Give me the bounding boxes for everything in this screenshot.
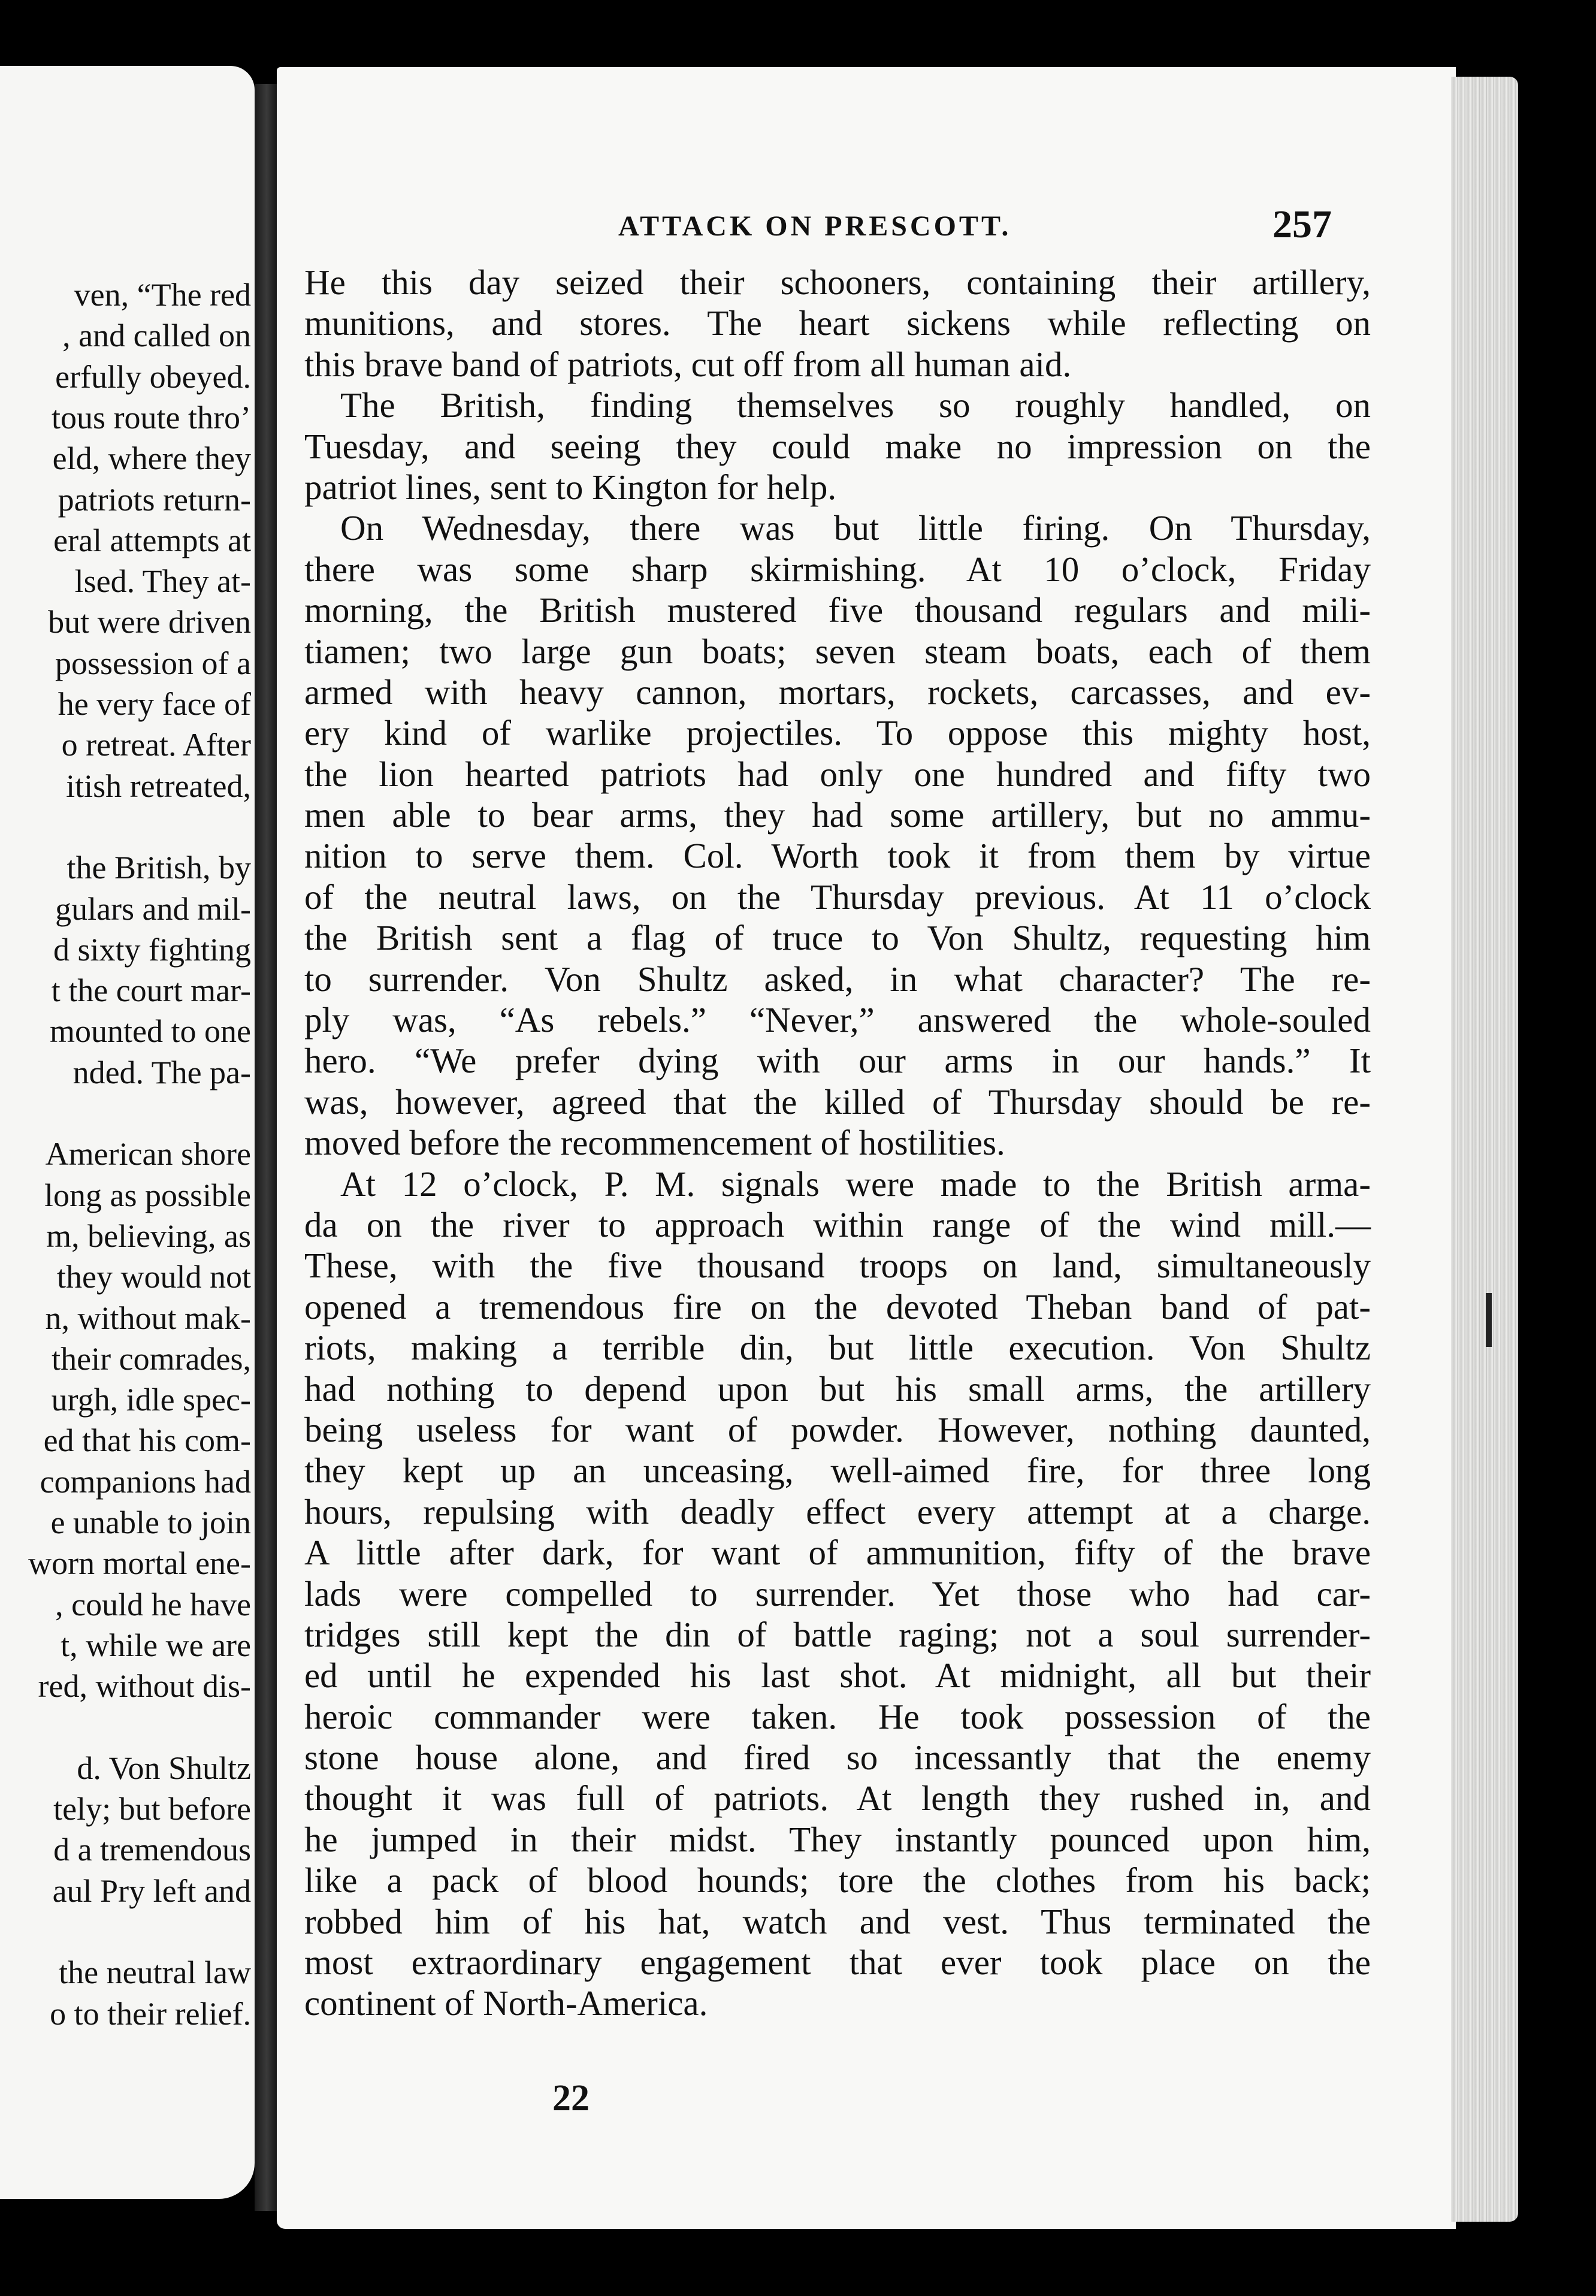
text-line: there was some sharp skirmishing. At 10 o’clock, Friday <box>304 549 1371 589</box>
left-page-line: d sixty fighting <box>53 931 251 968</box>
text-line: A little after dark, for want of ammunition, fifty of the brave <box>304 1533 1371 1573</box>
left-page-line: t, while we are <box>61 1627 251 1663</box>
left-page-line: itish retreated, <box>66 768 251 804</box>
left-page <box>0 66 255 2199</box>
text-line: of the neutral laws, on the Thursday previous. At 11 o’clock <box>304 877 1371 917</box>
page-edges <box>1451 77 1518 2222</box>
left-page-line: he very face of <box>58 686 251 722</box>
text-line: Tuesday, and seeing they could make no impression on the <box>304 426 1371 466</box>
text-line: continent of North-America. <box>304 1983 708 2023</box>
text-line: the lion hearted patriots had only one hundred and fifty two <box>304 754 1371 794</box>
left-page-line: m, believing, as <box>46 1218 251 1254</box>
text-line: men able to bear arms, they had some artillery, but no ammu- <box>304 795 1371 835</box>
text-line: da on the river to approach within range of the wind mill.— <box>304 1204 1371 1244</box>
left-page-line: , could he have <box>55 1586 251 1623</box>
left-page-line: ed that his com- <box>43 1422 251 1459</box>
text-line: hours, repulsing with deadly effect every attempt at a charge. <box>304 1491 1371 1531</box>
book-gutter <box>255 84 279 2211</box>
text-line: to surrender. Von Shultz asked, in what character? The re- <box>304 959 1371 999</box>
text-line: moved before the recommencement of hostilities. <box>304 1123 1005 1163</box>
text-line: the British sent a flag of truce to Von Shultz, requesting him <box>304 918 1371 958</box>
left-page-line: aul Pry left and <box>52 1872 251 1909</box>
left-page-line: but were driven <box>48 604 251 641</box>
left-page-line: companions had <box>40 1463 251 1500</box>
text-line: ply was, “As rebels.” “Never,” answered the whole-souled <box>304 1000 1371 1040</box>
left-page-line: n, without mak- <box>45 1300 251 1336</box>
text-line: armed with heavy cannon, mortars, rockets, carcasses, and ev- <box>304 672 1371 712</box>
left-page-line: their comrades, <box>52 1340 251 1377</box>
text-line: thought it was full of patriots. At length they rushed in, and <box>304 1778 1371 1818</box>
text-line: munitions, and stores. The heart sickens while reflecting on <box>304 303 1371 343</box>
text-line: nition to serve them. Col. Worth took it from them by virtue <box>304 836 1371 876</box>
text-line: being useless for want of powder. However, nothing daunted, <box>304 1409 1371 1449</box>
left-page-line: eld, where they <box>52 440 251 477</box>
text-line: like a pack of blood hounds; tore the clothes from his back; <box>304 1860 1371 1901</box>
left-page-line: erfully obeyed. <box>55 358 251 395</box>
text-line: He this day seized their schooners, containing their artillery, <box>304 262 1371 302</box>
left-page-line: eral attempts at <box>53 522 251 558</box>
left-page-line: , and called on <box>62 318 251 354</box>
text-line: stone house alone, and fired so incessantly that the enemy <box>304 1738 1371 1778</box>
text-line: opened a tremendous fire on the devoted Theban band of pat- <box>304 1286 1371 1327</box>
left-page-line: gulars and mil- <box>55 890 251 927</box>
left-page-line: e unable to join <box>50 1505 251 1540</box>
text-line: had nothing to depend upon but his small arms, the artillery <box>304 1368 1371 1409</box>
left-page-line: ven, “The red <box>74 277 251 313</box>
text-line: this brave band of patriots, cut off from all human aid. <box>304 344 1072 384</box>
signature-mark: 22 <box>552 2078 590 2119</box>
left-page-line: long as possible <box>44 1177 251 1213</box>
text-line: they kept up an unceasing, well-aimed fire, for three long <box>304 1451 1371 1491</box>
text-line: robbed him of his hat, watch and vest. Thus terminated the <box>304 1901 1371 1941</box>
text-line: On Wednesday, there was but little firing. On Thursday, <box>340 508 1371 548</box>
left-page-line: d a tremendous <box>53 1832 251 1868</box>
text-line: ery kind of warlike projectiles. To oppose this mighty host, <box>304 713 1371 753</box>
left-page-line: d. Von Shultz <box>77 1750 251 1786</box>
running-head: ATTACK ON PRESCOTT. <box>618 210 1012 242</box>
edge-mark <box>1486 1293 1492 1347</box>
left-page-line: tely; but before <box>53 1791 251 1827</box>
left-page-line: o to their relief. <box>50 1995 251 2032</box>
left-page-line: t the court mar- <box>51 972 251 1009</box>
left-page-line: tous route thro’ <box>52 399 251 436</box>
left-page-line: possession of a <box>55 645 251 681</box>
text-line: riots, making a terrible din, but little execution. Von Shultz <box>304 1328 1371 1368</box>
text-line: ed until he expended his last shot. At midnight, all but their <box>304 1655 1371 1696</box>
text-line: These, with the five thousand troops on land, simultaneously <box>304 1246 1371 1286</box>
left-page-line: the neutral law <box>59 1954 251 1991</box>
text-line: heroic commander were taken. He took possession of the <box>304 1696 1371 1736</box>
text-line: The British, finding themselves so roughly handled, on <box>340 385 1371 425</box>
text-line: he jumped in their midst. They instantly pounced upon him, <box>304 1819 1371 1859</box>
body-text <box>304 262 1371 2024</box>
left-page-line: lsed. They at- <box>74 563 251 600</box>
text-line: tridges still kept the din of battle raging; not a soul surrender- <box>304 1614 1371 1654</box>
right-page <box>277 67 1456 2229</box>
text-line: lads were compelled to surrender. Yet those who had car- <box>304 1573 1371 1614</box>
left-page-line: patriots return- <box>58 481 251 518</box>
left-page-line: mounted to one <box>50 1013 251 1050</box>
left-page-line: urgh, idle spec- <box>51 1382 251 1418</box>
left-page-line: red, without dis- <box>38 1668 251 1705</box>
text-line: was, however, agreed that the killed of Thursday should be re- <box>304 1081 1371 1122</box>
left-page-line: the British, by <box>66 850 251 886</box>
text-line: tiamen; two large gun boats; seven steam boats, each of them <box>304 631 1371 671</box>
text-line: most extraordinary engagement that ever took place on the <box>304 1942 1371 1983</box>
page-number: 257 <box>1272 203 1332 246</box>
text-line: morning, the British mustered five thousand regulars and mili- <box>304 590 1371 630</box>
left-page-line: they would not <box>57 1259 251 1295</box>
text-line: patriot lines, sent to Kington for help. <box>304 467 837 507</box>
left-page-line: o retreat. After <box>61 727 251 763</box>
left-page-line: American shore <box>45 1136 251 1173</box>
text-line: At 12 o’clock, P. M. signals were made to the British arma- <box>340 1164 1371 1204</box>
left-page-line: nded. The pa- <box>72 1054 251 1090</box>
text-line: hero. “We prefer dying with our arms in our hands.” It <box>304 1041 1371 1081</box>
left-page-line: worn mortal ene- <box>28 1545 251 1582</box>
